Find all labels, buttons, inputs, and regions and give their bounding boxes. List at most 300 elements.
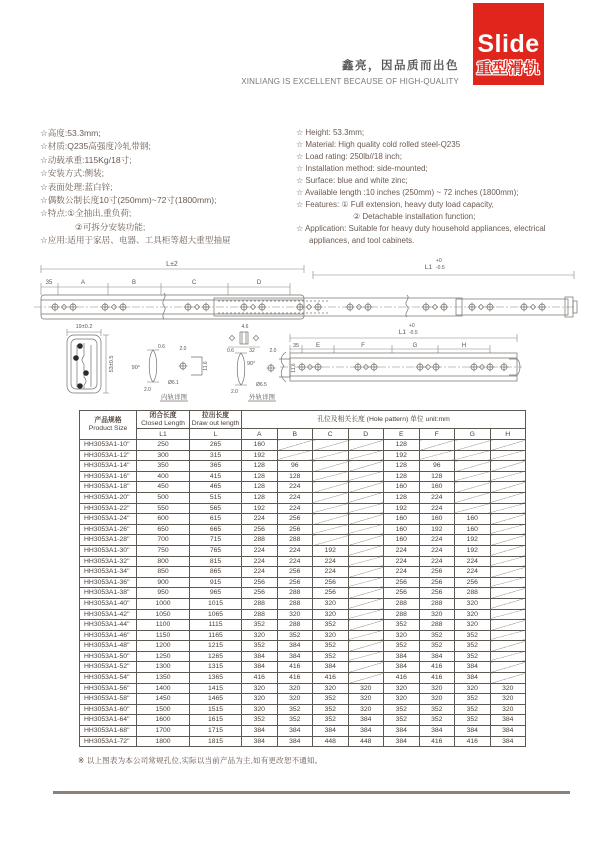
col-header-l1: L1 [137,429,190,440]
dim-label: Ø6.5 [256,382,267,388]
cell-hole: 352 [455,630,491,641]
cell-l1: 1050 [137,609,190,620]
cell-hole: 320 [455,620,491,631]
table-row [80,694,526,705]
cell-hole [348,588,384,599]
cell-hole [277,440,313,451]
cell-hole [490,450,526,461]
cell-l1: 1150 [137,630,190,641]
cell-l: 815 [190,556,242,567]
col-header-e: E [384,429,420,440]
col-header-hole-pattern: 孔位及相关长度 (Hole pattern) 单位 unit:mm [242,411,526,429]
cell-hole [348,577,384,588]
cell-hole: 320 [348,694,384,705]
cell-hole [490,641,526,652]
cell-hole: 384 [277,736,313,747]
cell-l1: 1700 [137,726,190,737]
bottom-divider-bar [53,791,570,794]
drawout-length-zh: 拉出长度 [201,411,230,419]
cell-hole: 416 [419,736,455,747]
cell-l: 1115 [190,620,242,631]
dim-label: +0 [409,323,415,329]
cell-hole: 256 [277,577,313,588]
cell-model: HH3053A1-20" [80,492,137,503]
cell-l1: 1100 [137,620,190,631]
cell-model: HH3053A1-36" [80,577,137,588]
cell-hole: 384 [384,726,420,737]
cell-hole [348,461,384,472]
cell-hole: 128 [384,440,420,451]
cell-hole: 320 [455,609,491,620]
cell-hole: 352 [277,704,313,715]
col-header-drawout-length [190,411,242,429]
cell-hole: 128 [242,461,278,472]
cell-hole: 288 [242,535,278,546]
cell-hole: 288 [242,598,278,609]
cell-l: 1065 [190,609,242,620]
cell-hole [348,662,384,673]
dim-label: L1 [398,329,406,336]
cell-hole [348,450,384,461]
cell-l: 515 [190,492,242,503]
cell-hole: 320 [490,704,526,715]
cell-hole: 224 [277,492,313,503]
cell-model: HH3053A1-28" [80,535,137,546]
cell-hole [348,620,384,631]
cell-hole: 288 [277,598,313,609]
table-row [80,450,526,461]
cell-l1: 1200 [137,641,190,652]
cell-hole: 288 [419,598,455,609]
cell-hole: 224 [419,556,455,567]
cell-hole: 224 [277,545,313,556]
cell-l: 1215 [190,641,242,652]
cell-hole: 352 [455,651,491,662]
cell-hole: 320 [277,683,313,694]
cell-hole: 320 [277,694,313,705]
cell-hole: 352 [242,641,278,652]
cell-l: 1515 [190,704,242,715]
dim-label: 0.6 [227,348,234,354]
cell-model: HH3053A1-24" [80,514,137,525]
table-row [80,524,526,535]
cell-hole: 352 [313,620,349,631]
cell-l: 265 [190,440,242,451]
cell-model: HH3053A1-42" [80,609,137,620]
spec-line: ☆材质:Q235高强度冷轧带钢; [40,141,151,152]
cell-model: HH3053A1-68" [80,726,137,737]
cell-l: 1315 [190,662,242,673]
cell-hole: 352 [455,641,491,652]
cell-hole: 288 [384,609,420,620]
spec-line: ☆特点:①全抽出,重负荷; [40,208,132,219]
cell-hole [490,524,526,535]
cell-hole: 320 [455,598,491,609]
cell-hole [313,440,349,451]
cell-hole: 384 [419,651,455,662]
dim-label: F [361,343,365,349]
cell-model: HH3053A1-12" [80,450,137,461]
cell-hole [490,545,526,556]
cell-hole: 352 [384,620,420,631]
col-header-f: F [419,429,455,440]
cell-model: HH3053A1-56" [80,683,137,694]
cell-hole: 352 [313,694,349,705]
cell-hole [313,471,349,482]
cell-model: HH3053A1-48" [80,641,137,652]
cell-hole: 384 [490,736,526,747]
cell-hole [455,471,491,482]
cell-hole [490,630,526,641]
cell-hole [348,567,384,578]
dim-label: D [256,280,262,286]
cell-hole: 256 [277,567,313,578]
cell-hole: 384 [242,662,278,673]
cell-hole [348,482,384,493]
rail-bottom-drawing [280,323,522,382]
cell-l1: 600 [137,514,190,525]
cell-hole: 224 [242,567,278,578]
cell-hole [490,556,526,567]
cell-hole [348,514,384,525]
cell-hole: 352 [313,641,349,652]
table-row [80,577,526,588]
cell-hole [348,609,384,620]
cell-hole [490,609,526,620]
cell-hole: 384 [313,662,349,673]
dim-label: 2.0 [144,387,151,393]
spec-table [79,410,526,747]
cell-hole: 256 [313,577,349,588]
table-row [80,503,526,514]
cell-hole: 416 [242,673,278,684]
dim-label: 11.6 [291,363,297,373]
spec-line: ☆ Load rating: 250lb//18 inch; [296,152,402,161]
spec-line: ☆ Installation method: side-mounted; [296,164,428,173]
cell-model: HH3053A1-10" [80,440,137,451]
cell-model: HH3053A1-26" [80,524,137,535]
dim-label: 90° [131,365,140,371]
cell-hole [490,577,526,588]
cell-hole [490,461,526,472]
cell-hole: 448 [348,736,384,747]
cell-hole: 256 [384,577,420,588]
cell-hole: 224 [384,556,420,567]
col-header-g: G [455,429,491,440]
cell-hole: 224 [313,567,349,578]
cell-hole: 192 [455,535,491,546]
cell-hole [348,598,384,609]
cell-hole: 320 [313,609,349,620]
cell-hole [455,503,491,514]
cell-hole: 288 [384,598,420,609]
col-header-b: B [277,429,313,440]
cell-hole: 128 [242,482,278,493]
cell-hole: 352 [384,641,420,652]
cell-hole: 160 [419,514,455,525]
cell-hole [490,620,526,631]
cell-hole: 128 [384,461,420,472]
dim-label: L±2 [166,261,178,268]
cell-l1: 950 [137,588,190,599]
cell-hole: 384 [277,651,313,662]
cell-hole [313,514,349,525]
brand-logo [473,3,544,85]
cell-l: 915 [190,577,242,588]
cell-l1: 1500 [137,704,190,715]
dim-label: G [412,343,418,349]
cell-l1: 1800 [137,736,190,747]
cell-hole: 384 [242,651,278,662]
cell-l1: 700 [137,535,190,546]
cell-l: 1715 [190,726,242,737]
cell-hole [313,461,349,472]
cell-hole: 384 [242,736,278,747]
dim-label: 19±0.2 [75,324,93,330]
col-header-d: D [348,429,384,440]
cell-hole: 384 [490,715,526,726]
cell-hole: 320 [348,683,384,694]
cell-hole: 288 [277,588,313,599]
cell-hole [490,482,526,493]
cell-hole: 352 [419,641,455,652]
cell-l: 1415 [190,683,242,694]
dim-label: +0 [436,258,442,264]
cell-l1: 300 [137,450,190,461]
cell-hole: 320 [455,683,491,694]
cell-hole: 256 [419,588,455,599]
cell-l1: 650 [137,524,190,535]
cell-hole: 416 [277,662,313,673]
cell-hole: 352 [313,651,349,662]
cell-hole: 224 [277,556,313,567]
cell-l: 315 [190,450,242,461]
cell-model: HH3053A1-54" [80,673,137,684]
cell-l1: 1300 [137,662,190,673]
cell-model: HH3053A1-60" [80,704,137,715]
cell-hole: 384 [490,726,526,737]
spec-line: ☆ Available length :10 inches (250mm) ~ 72 inches (1800mm); [296,188,519,197]
cell-hole: 160 [419,482,455,493]
cell-hole: 288 [455,588,491,599]
cell-model: HH3053A1-44" [80,620,137,631]
cell-hole [348,630,384,641]
table-row [80,673,526,684]
dim-label: H [461,343,467,349]
cell-hole [455,461,491,472]
cell-hole [348,471,384,482]
cell-model: HH3053A1-18" [80,482,137,493]
cell-hole: 384 [419,726,455,737]
cell-l1: 500 [137,492,190,503]
table-row [80,440,526,451]
dim-label: 90° [247,361,256,367]
cell-hole [313,503,349,514]
cell-l: 1365 [190,673,242,684]
cell-hole: 256 [313,588,349,599]
cell-hole: 192 [455,545,491,556]
cell-hole: 320 [348,704,384,715]
cell-hole: 160 [384,514,420,525]
cell-hole: 224 [384,567,420,578]
cell-hole: 384 [384,651,420,662]
cell-hole: 352 [419,715,455,726]
spec-line: ②可拆分安装功能; [75,221,146,232]
cell-hole [348,673,384,684]
cell-l1: 550 [137,503,190,514]
cell-hole [455,492,491,503]
cell-hole: 192 [313,545,349,556]
cell-hole: 352 [384,715,420,726]
cell-hole: 320 [419,609,455,620]
cell-hole: 320 [242,683,278,694]
spec-table-body [80,440,526,747]
cell-hole: 384 [348,715,384,726]
spec-line: ☆应用:适用于家居、电器、工具柜等超大重型抽屉 [40,235,231,246]
rail-top-drawing [34,258,577,319]
cell-hole [313,492,349,503]
cell-hole: 320 [384,694,420,705]
cell-hole: 384 [242,726,278,737]
cell-hole [348,492,384,503]
cell-hole: 352 [455,715,491,726]
cell-hole: 384 [277,641,313,652]
cell-hole: 192 [384,503,420,514]
cell-l1: 450 [137,482,190,493]
cell-hole: 352 [242,715,278,726]
cell-hole: 352 [455,694,491,705]
cell-l1: 1600 [137,715,190,726]
cell-hole [490,588,526,599]
table-row [80,630,526,641]
col-header-h: H [490,429,526,440]
cell-l1: 900 [137,577,190,588]
cell-hole: 384 [455,726,491,737]
cell-hole: 256 [384,588,420,599]
cell-hole: 256 [277,514,313,525]
cell-hole: 224 [277,503,313,514]
cell-hole [348,641,384,652]
cell-l: 465 [190,482,242,493]
spec-line: ☆动载承重:115Kg/18寸; [40,154,132,165]
cell-hole [490,503,526,514]
cell-model: HH3053A1-46" [80,630,137,641]
cell-hole: 352 [455,704,491,715]
col-header-c: C [313,429,349,440]
cell-hole [490,567,526,578]
cell-hole: 352 [277,630,313,641]
cell-hole [455,482,491,493]
spec-line: ☆ Material: High quality cold rolled steel-Q235 [296,140,461,149]
cell-hole: 160 [384,535,420,546]
cell-hole [419,440,455,451]
cell-hole: 160 [242,440,278,451]
cell-l: 1015 [190,598,242,609]
cell-l: 1615 [190,715,242,726]
cell-hole [348,535,384,546]
dim-label: B [131,280,137,286]
cell-hole: 320 [384,630,420,641]
cell-l1: 1250 [137,651,190,662]
table-row [80,588,526,599]
table-row [80,535,526,546]
cell-hole: 192 [242,450,278,461]
cell-hole: 384 [313,726,349,737]
table-row [80,620,526,631]
dim-label: 53±0.5 [109,355,115,373]
cell-hole: 416 [277,673,313,684]
cell-l1: 400 [137,471,190,482]
cell-hole: 160 [455,524,491,535]
cell-hole [455,440,491,451]
cell-l1: 250 [137,440,190,451]
table-row [80,683,526,694]
cell-l: 565 [190,503,242,514]
cell-hole: 352 [313,715,349,726]
closed-length-zh: 闭合长度 [149,411,177,419]
col-header-closed-length [137,411,190,429]
cell-hole [348,503,384,514]
cell-l1: 1000 [137,598,190,609]
spec-line: ☆ Height: 53.3mm; [296,128,365,137]
tagline-zh: 鑫亮，因品质而出色 [342,60,459,72]
cell-model: HH3053A1-14" [80,461,137,472]
cell-hole: 256 [419,567,455,578]
cell-hole: 384 [277,726,313,737]
table-row [80,726,526,737]
dim-label: E [315,343,321,349]
cell-hole: 416 [455,736,491,747]
cell-model: HH3053A1-30" [80,545,137,556]
cell-hole [455,450,491,461]
cell-hole: 320 [490,694,526,705]
cell-hole: 224 [419,492,455,503]
dim-label: 0.6 [158,344,165,350]
cell-l1: 350 [137,461,190,472]
cell-hole: 224 [242,556,278,567]
cell-hole [490,471,526,482]
dim-label: 35 [292,343,300,349]
cell-hole: 416 [419,673,455,684]
cell-hole: 160 [455,514,491,525]
cell-hole: 320 [242,694,278,705]
cell-hole [490,662,526,673]
cell-l1: 800 [137,556,190,567]
cell-l: 665 [190,524,242,535]
cell-hole: 320 [490,683,526,694]
cell-l: 715 [190,535,242,546]
cell-hole: 224 [313,556,349,567]
table-row [80,704,526,715]
specs-en [296,127,588,247]
cell-hole: 160 [384,482,420,493]
cell-hole: 384 [384,662,420,673]
cell-hole: 192 [242,503,278,514]
detail-label: 外轨详图 [249,394,275,401]
cell-hole: 256 [242,524,278,535]
cell-hole: 320 [313,598,349,609]
cross-section-drawing [67,324,115,393]
cell-hole: 448 [313,736,349,747]
col-header-product-size [80,411,137,440]
cell-l: 365 [190,461,242,472]
table-row [80,567,526,578]
cell-l: 865 [190,567,242,578]
dim-label: 2.0 [269,348,277,354]
dim-label: 4.6 [241,324,249,330]
cell-hole [490,492,526,503]
cell-hole [348,545,384,556]
